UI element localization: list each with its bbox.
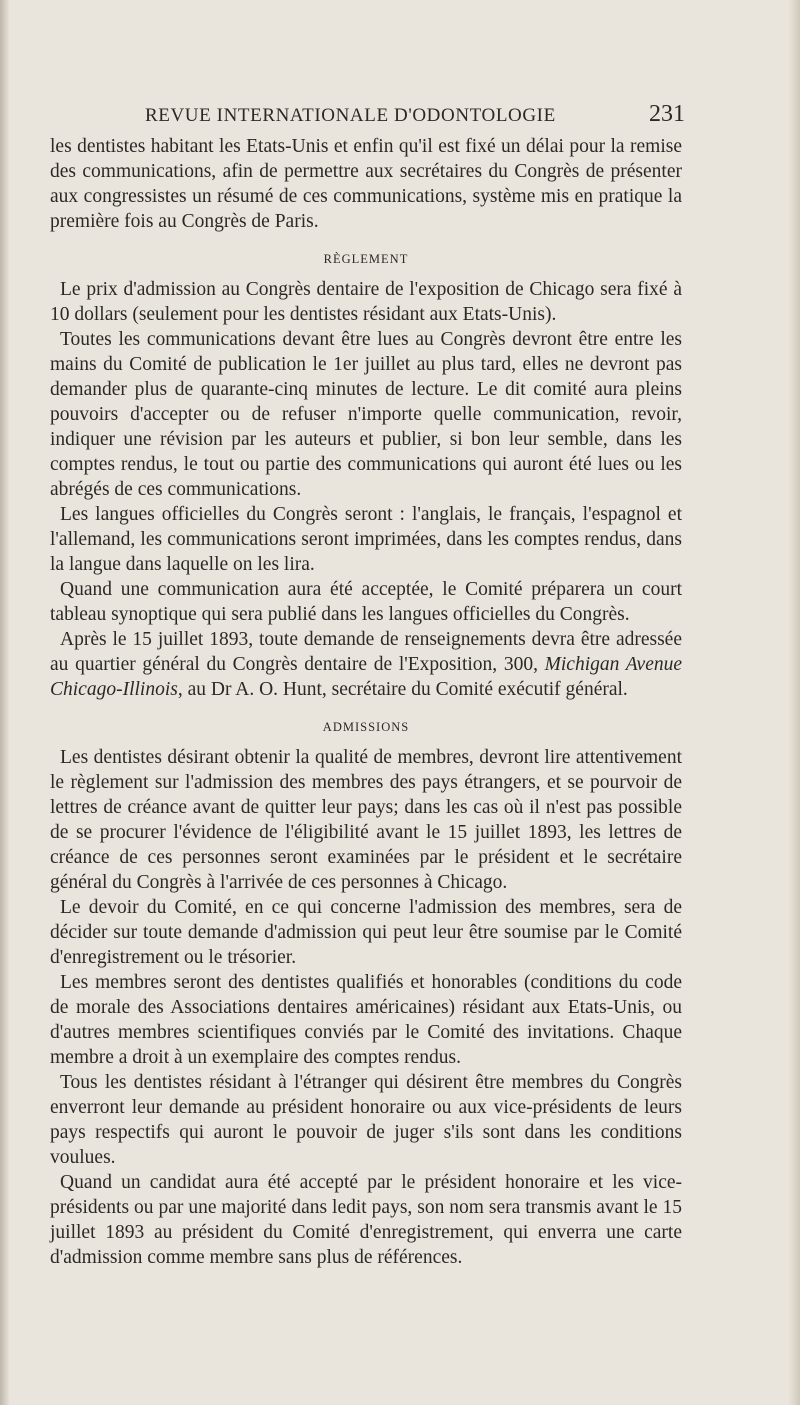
paragraph-committee-duty: Le devoir du Comité, en ce qui concerne l'admission des membres, sera de décider sur toute demande d'admission qui peut leur être soumise par le Comité d'enregistrement ou le trésorier. <box>50 897 682 968</box>
paragraph-members-definition: Les membres seront des dentistes qualifiés et honorables (conditions du code de morale des Associations dentaires américaines) résidant aux Etats-Unis, ou d'autres membres scientifiques conviés par le Comité des invitations. Chaque membre a droit à un exemplaire des comptes rendus. <box>50 972 682 1068</box>
paragraph-text: Après le 15 juillet 1893, toute demande de renseignements devra être adressée au quartier général du Congrès dentaire de l'Exposition, 300, <box>50 629 682 675</box>
paragraph-admission-price: Le prix d'admission au Congrès dentaire de l'exposition de Chicago sera fixé à 10 dollars (seulement pour les dentistes résidant aux Etats-Unis). <box>50 279 682 325</box>
paragraph-information-requests <box>50 627 682 702</box>
paragraph-official-languages: Les langues officielles du Congrès seront : l'anglais, le français, l'espagnol et l'allemand, les communications seront imprimées, dans les comptes rendus, dans la langue dans laquelle on les lira. <box>50 504 682 575</box>
paragraph-communications: Toutes les communications devant être lues au Congrès devront être entre les mains du Comité de publication le 1er juillet au plus tard, elles ne devront pas demander plus de quarante-cinq minutes de lecture. Le dit comité aura pleins pouvoirs d'accepter ou de refuser n'importe quelle communication, revoir, indiquer une révision par les auteurs et publier, si bon leur semble, dans les comptes rendus, le tout ou partie des communications qui auront été lues ou les abrégés de ces communications. <box>50 329 682 500</box>
paragraph-synoptic-table: Quand une communication aura été acceptée, le Comité préparera un court tableau synoptique qui sera publié dans les langues officielles du Congrès. <box>50 579 682 625</box>
paragraph-continuation: les dentistes habitant les Etats-Unis et enfin qu'il est fixé un délai pour la remise des communications, afin de permettre aux secrétaires du Congrès de présenter aux congressistes un résumé de ces communications, système mis en pratique la première fois au Congrès de Paris. <box>50 136 682 232</box>
paragraph-foreign-dentists: Tous les dentistes résidant à l'étranger qui désirent être membres du Congrès enverront leur demande au président honoraire ou aux vice-présidents de leurs pays respectifs qui auront le pouvoir de juger s'ils sont dans les conditions voulues. <box>50 1072 682 1168</box>
address-italic: Michigan Avenue Chicago-Illinois <box>50 654 682 700</box>
section-heading-reglement: RÈGLEMENT <box>323 252 409 266</box>
running-title: REVUE INTERNATIONALE D'ODONTOLOGIE <box>145 105 556 126</box>
paragraph-candidate-acceptance: Quand un candidat aura été accepté par le président honoraire et les vice-présidents ou par une majorité dans ledit pays, son nom sera transmis avant le 15 juillet 1893 au président du Comité d'enregistrement, qui enverra une carte d'admission comme membre sans plus de références. <box>50 1172 682 1268</box>
paragraph-text: , au Dr A. O. Hunt, secrétaire du Comité exécutif général. <box>177 679 628 700</box>
running-header <box>145 101 685 127</box>
paragraph-membership-credentials: Les dentistes désirant obtenir la qualité de membres, devront lire attentivement le règlement sur l'admission des membres des pays étrangers, et se pourvoir de lettres de créance avant de quitter leur pays; dans les cas où il n'est pas possible de se procurer l'évidence de l'éligibilité avant le 15 juillet 1893, les lettres de créance de ces personnes seront examinées par le président et le secrétaire général du Congrès à l'arrivée de ces personnes à Chicago. <box>50 747 682 893</box>
section-heading-admissions: ADMISSIONS <box>322 720 410 734</box>
page-body <box>50 134 682 1270</box>
page-number: 231 <box>649 101 685 127</box>
